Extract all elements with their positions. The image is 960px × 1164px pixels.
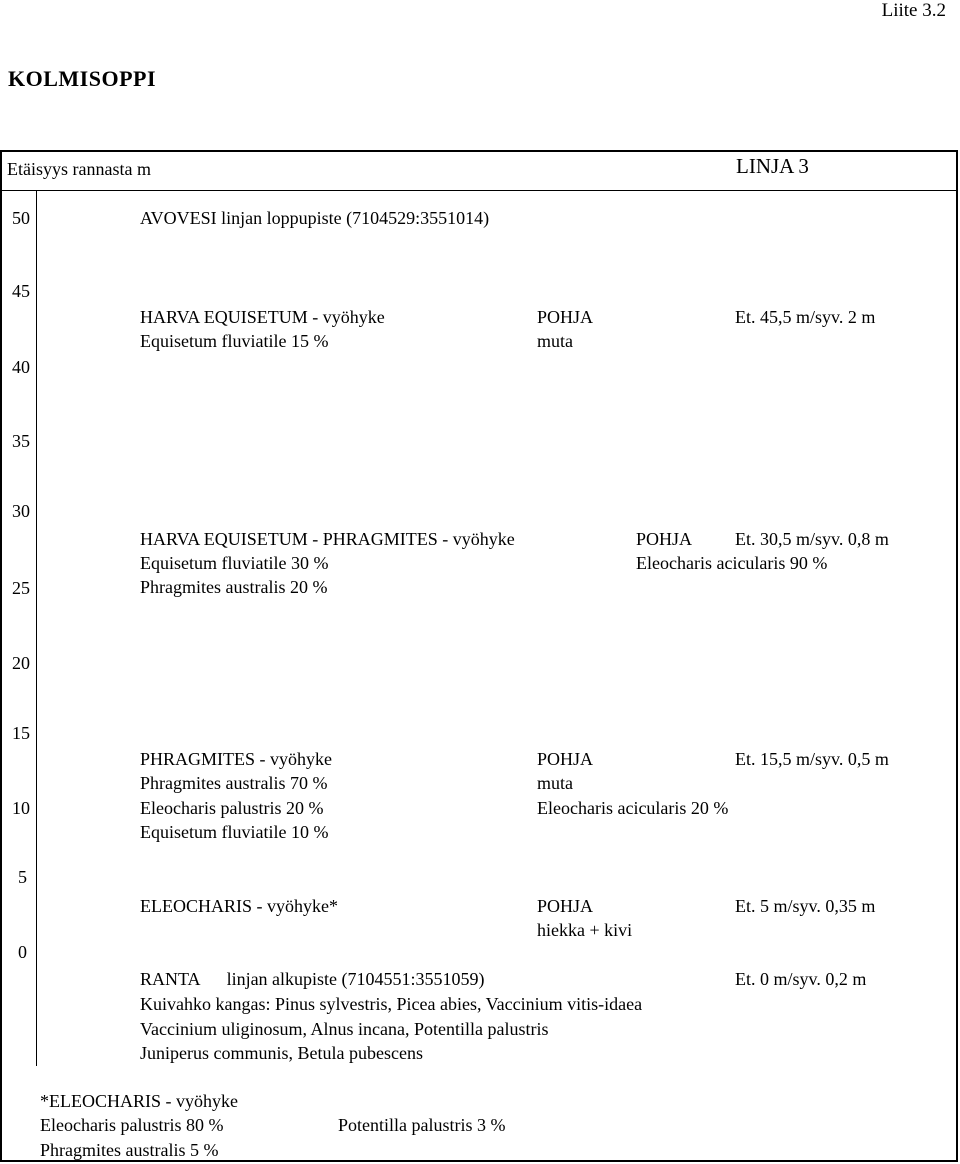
axis-tick: 10: [12, 798, 30, 818]
zone3-bottom-label: POHJA: [537, 749, 594, 769]
zone3-species: Equisetum fluviatile 10 %: [140, 822, 329, 842]
axis-tick: 25: [12, 578, 30, 598]
axis-tick: 5: [18, 867, 27, 887]
zone4-bottom-label: POHJA: [537, 896, 594, 916]
footnote-species: Potentilla palustris 3 %: [338, 1115, 506, 1135]
zone3-species: Eleocharis palustris 20 %: [140, 798, 324, 818]
distance-header: Etäisyys rannasta m: [7, 159, 151, 179]
axis-tick: 15: [12, 723, 30, 743]
shore-name: RANTA linjan alkupiste (7104551:3551059): [140, 969, 485, 989]
axis-tick: 45: [12, 281, 30, 301]
zone3-name: PHRAGMITES - vyöhyke: [140, 749, 332, 769]
zone2-bottom-extra: Eleocharis acicularis 90 %: [636, 553, 828, 573]
footnote-title: *ELEOCHARIS - vyöhyke: [40, 1091, 238, 1111]
zone3-bottom-extra: Eleocharis acicularis 20 %: [537, 798, 729, 818]
zone4-bottom-type: hiekka + kivi: [537, 920, 633, 940]
axis-tick: 35: [12, 431, 30, 451]
zone1-species: Equisetum fluviatile 15 %: [140, 331, 329, 351]
axis-tick: 0: [18, 942, 27, 962]
footnote-species: Phragmites australis 5 %: [40, 1140, 219, 1160]
zone2-name: HARVA EQUISETUM - PHRAGMITES - vyöhyke: [140, 529, 515, 549]
axis-tick: 20: [12, 653, 30, 673]
zone2-species: Phragmites australis 20 %: [140, 577, 328, 597]
zone3-bottom-type: muta: [537, 773, 573, 793]
page-title: KOLMISOPPI: [8, 66, 157, 91]
axis-tick: 50: [12, 208, 30, 228]
zone4-depth: Et. 5 m/syv. 0,35 m: [735, 896, 876, 916]
open-water-label: AVOVESI linjan loppupiste (7104529:3551014): [140, 208, 490, 228]
shore-depth: Et. 0 m/syv. 0,2 m: [735, 969, 867, 989]
zone3-depth: Et. 15,5 m/syv. 0,5 m: [735, 749, 889, 769]
zone3-species: Phragmites australis 70 %: [140, 773, 328, 793]
zone1-name: HARVA EQUISETUM - vyöhyke: [140, 307, 385, 327]
zone1-bottom-type: muta: [537, 331, 573, 351]
axis-line: [36, 190, 37, 1066]
zone2-depth: Et. 30,5 m/syv. 0,8 m: [735, 529, 889, 549]
header-divider: [0, 190, 958, 191]
line-header: LINJA 3: [736, 154, 809, 178]
zone1-bottom-label: POHJA: [537, 307, 594, 327]
zone2-bottom-label: POHJA: [636, 529, 693, 549]
zone4-name: ELEOCHARIS - vyöhyke*: [140, 896, 338, 916]
axis-tick: 30: [12, 501, 30, 521]
zone1-depth: Et. 45,5 m/syv. 2 m: [735, 307, 876, 327]
appendix-label: Liite 3.2: [881, 0, 946, 21]
footnote-species: Eleocharis palustris 80 %: [40, 1115, 224, 1135]
shore-vegetation: Vaccinium uliginosum, Alnus incana, Potentilla palustris: [140, 1019, 549, 1039]
zone2-species: Equisetum fluviatile 30 %: [140, 553, 329, 573]
shore-vegetation: Kuivahko kangas: Pinus sylvestris, Picea abies, Vaccinium vitis-idaea: [140, 994, 643, 1014]
axis-tick: 40: [12, 357, 30, 377]
shore-vegetation: Juniperus communis, Betula pubescens: [140, 1043, 423, 1063]
